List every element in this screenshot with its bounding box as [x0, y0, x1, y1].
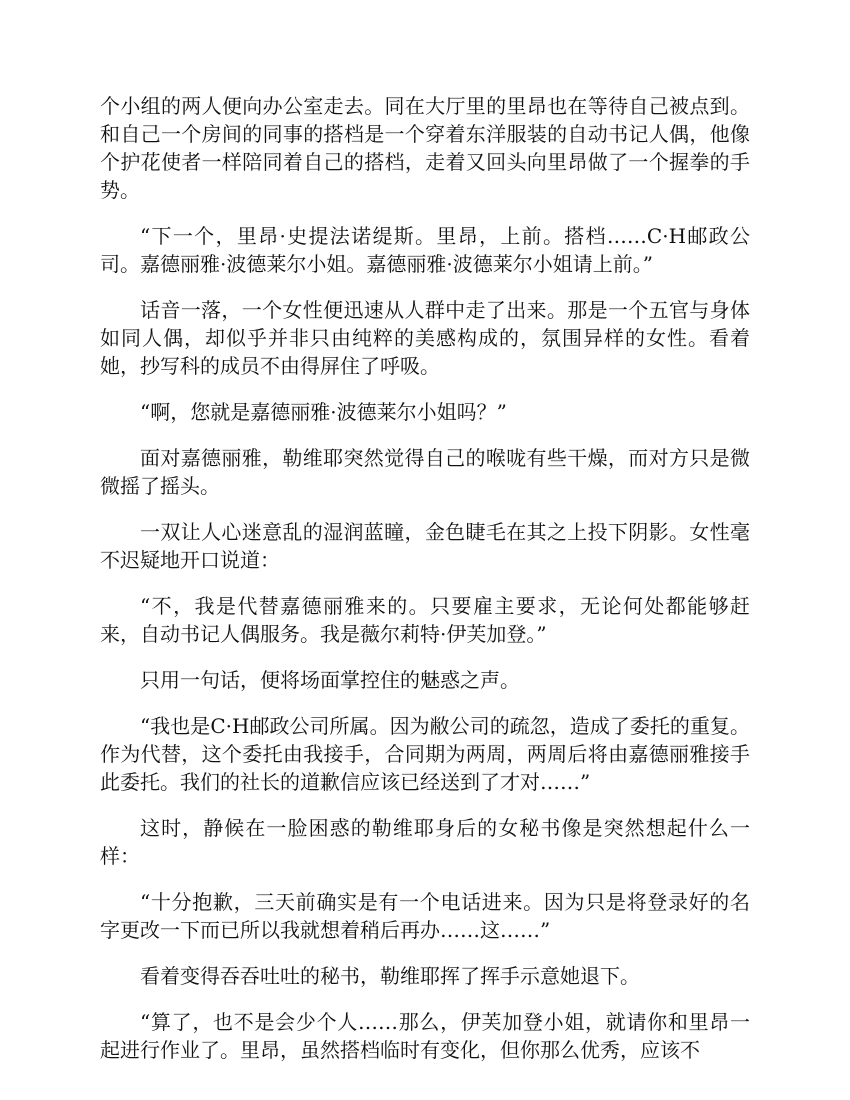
paragraph-7: “不，我是代替嘉德丽雅来的。只要雇主要求，无论何处都能够赶来，自动书记人偶服务。我是薇尔莉特·伊芙加登。”	[100, 594, 750, 646]
paragraph-5: 面对嘉德丽雅，勒维耶突然觉得自己的喉咙有些干燥，而对方只是微微摇了摇头。	[100, 446, 750, 498]
paragraph-1: 个小组的两人便向办公室走去。同在大厅里的里昂也在等待自己被点到。和自己一个房间的同事的搭档是一个穿着东洋服装的自动书记人偶，他像个护花使者一样陪同着自己的搭档，走着又回头向里昂做了一个握拳的手势。	[100, 94, 750, 202]
paragraph-2: “下一个，里昂·史提法诺缇斯。里昂，上前。搭档……C·H邮政公司。嘉德丽雅·波德莱尔小姐。嘉德丽雅·波德莱尔小姐请上前。”	[100, 224, 750, 276]
document-page	[100, 92, 750, 1082]
paragraph-3: 话音一落，一个女性便迅速从人群中走了出来。那是一个五官与身体如同人偶，却似乎并非只由纯粹的美感构成的，氛围异样的女性。看着她，抄写科的成员不由得屏住了呼吸。	[100, 298, 750, 378]
paragraph-10: 这时，静候在一脸困惑的勒维耶身后的女秘书像是突然想起什么一样：	[100, 816, 750, 868]
paragraph-11: “十分抱歉，三天前确实是有一个电话进来。因为只是将登录好的名字更改一下而已所以我就想着稍后再办……这……”	[100, 890, 750, 942]
paragraph-4: “啊，您就是嘉德丽雅·波德莱尔小姐吗？”	[140, 400, 507, 424]
paragraph-9: “我也是C·H邮政公司所属。因为敝公司的疏忽，造成了委托的重复。作为代替，这个委托由我接手，合同期为两周，两周后将由嘉德丽雅接手此委托。我们的社长的道歉信应该已经送到了才对……”	[100, 714, 750, 794]
paragraph-8: 只用一句话，便将场面掌控住的魅惑之声。	[140, 668, 520, 692]
paragraph-12: 看着变得吞吞吐吐的秘书，勒维耶挥了挥手示意她退下。	[140, 964, 640, 988]
paragraph-6: 一双让人心迷意乱的湿润蓝瞳，金色睫毛在其之上投下阴影。女性毫不迟疑地开口说道：	[100, 520, 750, 572]
paragraph-13: “算了，也不是会少个人……那么，伊芙加登小姐，就请你和里昂一起进行作业了。里昂，虽然搭档临时有变化，但你那么优秀，应该不	[100, 1010, 750, 1062]
